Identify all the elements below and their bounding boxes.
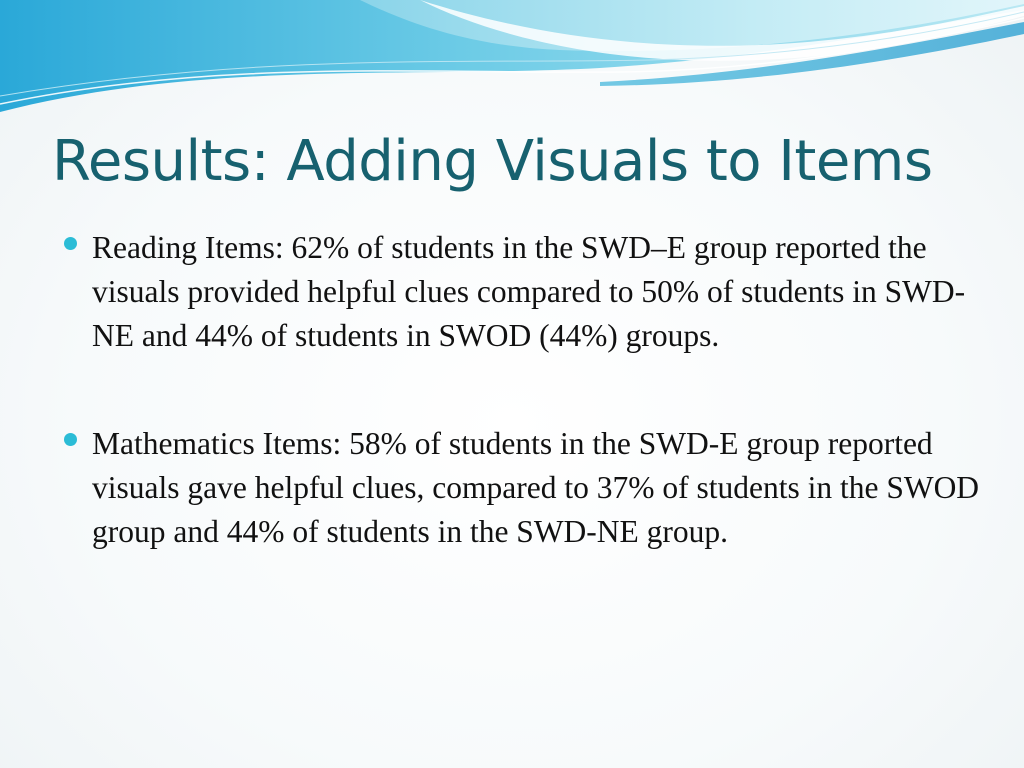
bullet-item-mathematics	[60, 422, 980, 554]
bullet-list	[60, 226, 980, 554]
bullet-dot-icon	[64, 433, 77, 446]
bullet-dot-icon	[64, 237, 77, 250]
header-wave-decoration	[0, 0, 1024, 120]
slide-title: Results: Adding Visuals to Items	[52, 129, 933, 194]
bullet-text: Reading Items: 62% of students in the SWD–E group reported the visuals provided helpful clues compared to 50% of students in SWD-NE and 44% of students in SWOD (44%) groups.	[92, 230, 966, 353]
bullet-text: Mathematics Items: 58% of students in the SWD-E group reported visuals gave helpful clues, compared to 37% of students in the SWOD group and 44% of students in the SWD-NE group.	[92, 426, 980, 549]
bullet-item-reading	[60, 226, 980, 358]
